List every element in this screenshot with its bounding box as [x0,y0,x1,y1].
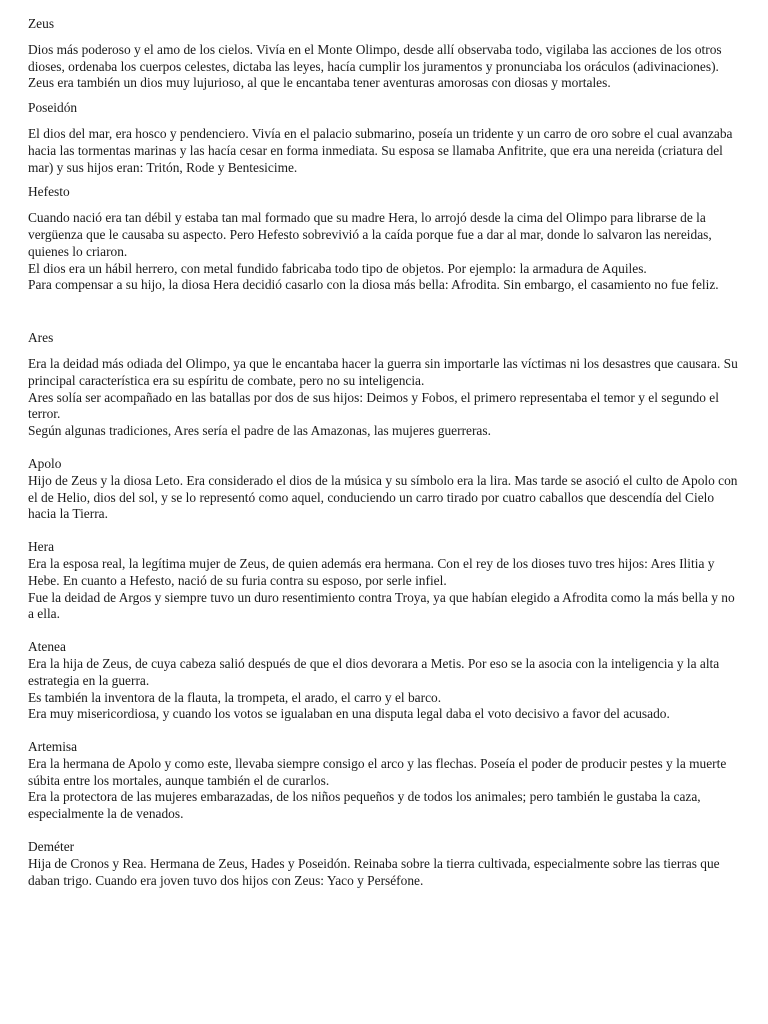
section-text-artemisa-1: Era la hermana de Apolo y como este, llevaba siempre consigo el arco y las flechas. Poseía el poder de producir pestes y la muerte súbita entre los mortales, aunque también el de curarlos. [28,755,727,788]
section-heading-hera: Hera [28,539,55,555]
section-text-hefesto-1: Cuando nació era tan débil y estaba tan mal formado que su madre Hera, lo arrojó desde la cima del Olimpo para librarse de la vergüenza que le causaba su aspecto. Pero Hefesto sobrevivió a la caída porque fue a dar al mar, donde lo salvaron las nereidas, quienes lo criaron. [28,210,712,259]
section-text-ares-2: Ares solía ser acompañado en las batallas por dos de sus hijos: Deimos y Fobos, el primero representaba el temor y el segundo el terror. [28,389,719,422]
section-text-hera-1: Era la esposa real, la legítima mujer de Zeus, de quien además era hermana. Con el rey de los dioses tuvo tres hijos: Ares Ilitia y Hebe. En cuanto a Hefesto, nació de su furia contra su esposo, por serle infiel. [28,555,715,588]
section-text-atenea-2: Es también la inventora de la flauta, la trompeta, el arado, el carro y el barco. [28,689,442,705]
section-text-ares-1: Era la deidad más odiada del Olimpo, ya que le encantaba hacer la guerra sin importarle las víctimas ni los desastres que causara. Su principal característica era su espíritu de combate, pero no su inteligencia. [28,355,738,388]
section-text-artemisa-2: Era la protectora de las mujeres embarazadas, de los niños pequeños y de todos los animales; pero también le gustaba la caza, especialmente la de venados. [28,789,701,822]
document-page [28,16,740,889]
section-text-atenea-1: Era la hija de Zeus, de cuya cabeza salió después de que el dios devorara a Metis. Por eso se la asocia con la inteligencia y la alta estrategia en la guerra. [28,655,720,688]
section-heading-hefesto: Hefesto [28,184,70,200]
section-text-hera-2: Fue la deidad de Argos y siempre tuvo un duro resentimiento contra Troya, ya que habían elegido a Afrodita como la más bella y no a ella. [28,589,735,622]
section-text-hefesto-2: El dios era un hábil herrero, con metal fundido fabricaba todo tipo de objetos. Por ejemplo: la armadura de Aquiles. [28,260,647,276]
section-heading-demeter: Deméter [28,839,75,855]
section-text-apolo: Hijo de Zeus y la diosa Leto. Era considerado el dios de la música y su símbolo era la lira. Mas tarde se asoció el culto de Apolo con el de Helio, dios del sol, y se lo representó como aquel, conduciendo un carro tirado por cuatro caballos que descendía del Cielo hacia la Tierra. [28,472,738,522]
section-heading-atenea: Atenea [28,639,66,655]
section-text-hefesto-3: Para compensar a su hijo, la diosa Hera decidió casarlo con la diosa más bella: Afrodita. Sin embargo, el casamiento no fue feliz. [28,277,719,293]
section-heading-ares: Ares [28,330,54,346]
section-text-atenea-3: Era muy misericordiosa, y cuando los votos se igualaban en una disputa legal daba el voto decisivo a favor del acusado. [28,706,670,722]
section-heading-apolo: Apolo [28,455,62,471]
section-heading-poseidon: Poseidón [28,100,78,116]
section-text-zeus: Dios más poderoso y el amo de los cielos. Vivía en el Monte Olimpo, desde allí observaba todo, vigilaba las acciones de los otros dioses, ordenaba los cuerpos celestes, dictaba las leyes, hacía cumplir los juramentos y pronunciaba los oráculos (adivinaciones). Zeus era también un dios muy lujurioso, al que le encantaba tener aventuras amorosas con diosas y mortales. [28,41,722,91]
section-heading-artemisa: Artemisa [28,739,78,755]
section-heading-zeus: Zeus [28,16,55,31]
section-text-poseidon: El dios del mar, era hosco y pendenciero. Vivía en el palacio submarino, poseía un tridente y un carro de oro sobre el cual avanzaba hacia las tormentas marinas y las hacía cesar en forma inmediata. Su esposa se llamaba Anfitrite, que era una nereida (criatura del mar) y sus hijos eran: Tritón, Rode y Bentesicime. [28,125,733,175]
section-text-demeter: Hija de Cronos y Rea. Hermana de Zeus, Hades y Poseidón. Reinaba sobre la tierra cultivada, especialmente sobre las tierras que daban trigo. Cuando era joven tuvo dos hijos con Zeus: Yaco y Perséfone. [28,855,720,888]
section-text-ares-3: Según algunas tradiciones, Ares sería el padre de las Amazonas, las mujeres guerreras. [28,423,491,439]
